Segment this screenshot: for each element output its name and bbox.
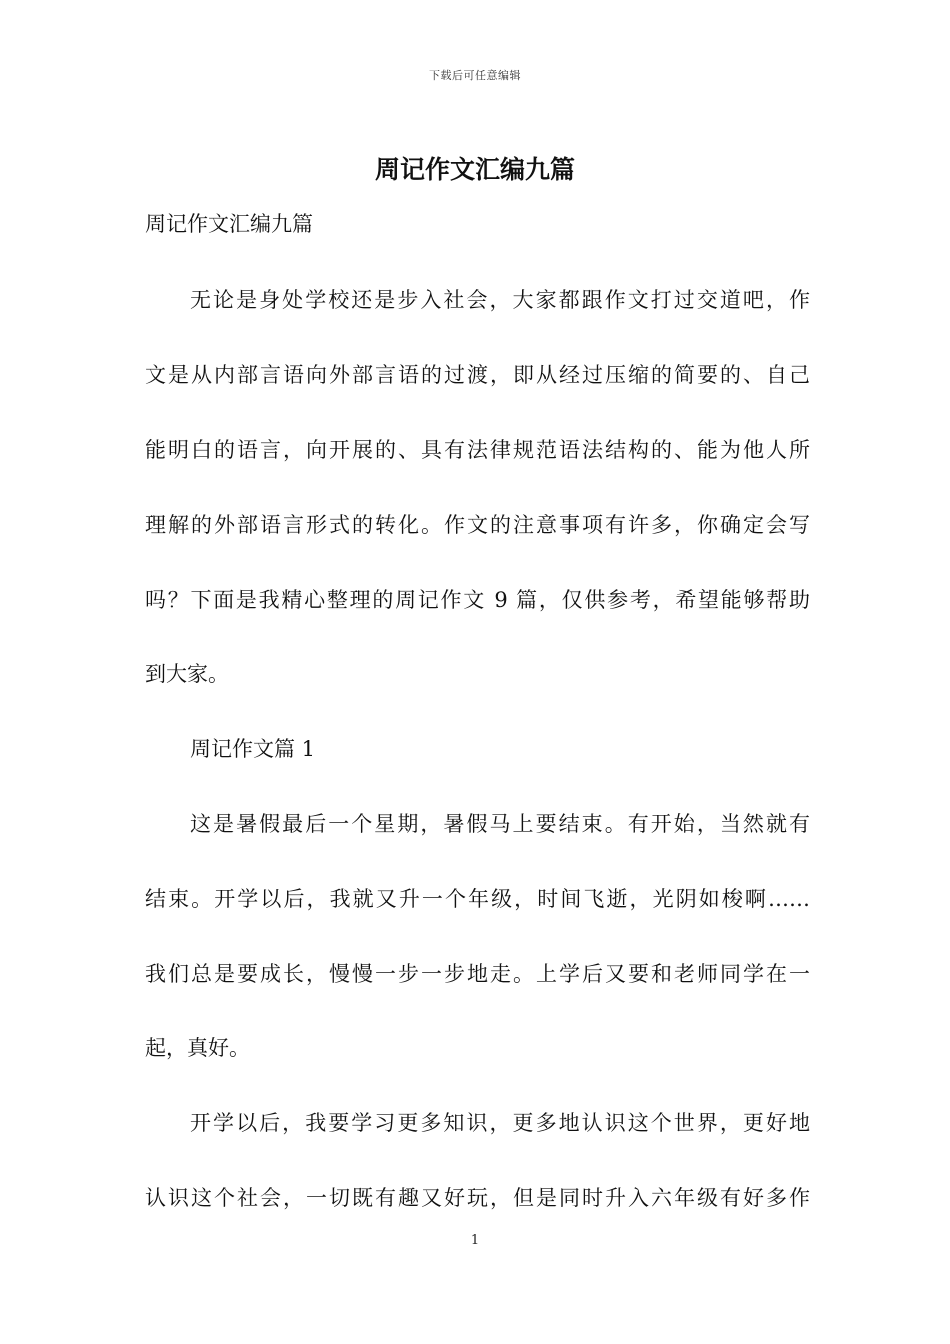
paragraph-line: 文是从内部言语向外部言语的过渡，即从经过压缩的简要的、自己 [145, 363, 810, 387]
paragraph-line: 开学以后，我要学习更多知识，更多地认识这个世界，更好地 [190, 1111, 810, 1135]
paragraph-line: 无论是身处学校还是步入社会，大家都跟作文打过交道吧，作 [190, 288, 810, 312]
paragraph-line: 吗？下面是我精心整理的周记作文 9 篇，仅供参考，希望能够帮助 [145, 588, 810, 612]
paragraph-line: 结束。开学以后，我就又升一个年级，时间飞逝，光阴如梭啊…… [145, 887, 810, 911]
section-heading: 周记作文篇 1 [190, 737, 316, 761]
document-title: 周记作文汇编九篇 [374, 155, 575, 184]
paragraph-line: 我们总是要成长，慢慢一步一步地走。上学后又要和老师同学在一 [145, 962, 810, 986]
paragraph-line: 能明白的语言，向开展的、具有法律规范语法结构的、能为他人所 [145, 438, 810, 462]
paragraph-line: 这是暑假最后一个星期，暑假马上要结束。有开始，当然就有 [190, 812, 810, 836]
paragraph-line: 理解的外部语言形式的转化。作文的注意事项有许多，你确定会写 [145, 513, 810, 537]
paragraph-line: 认识这个社会，一切既有趣又好玩，但是同时升入六年级有好多作 [145, 1186, 810, 1210]
paragraph-line: 起，真好。 [145, 1036, 250, 1060]
header-note: 下载后可任意编辑 [429, 69, 521, 82]
page-number: 1 [470, 1233, 480, 1248]
document-subtitle: 周记作文汇编九篇 [145, 212, 313, 236]
paragraph-line: 到大家。 [145, 662, 229, 686]
